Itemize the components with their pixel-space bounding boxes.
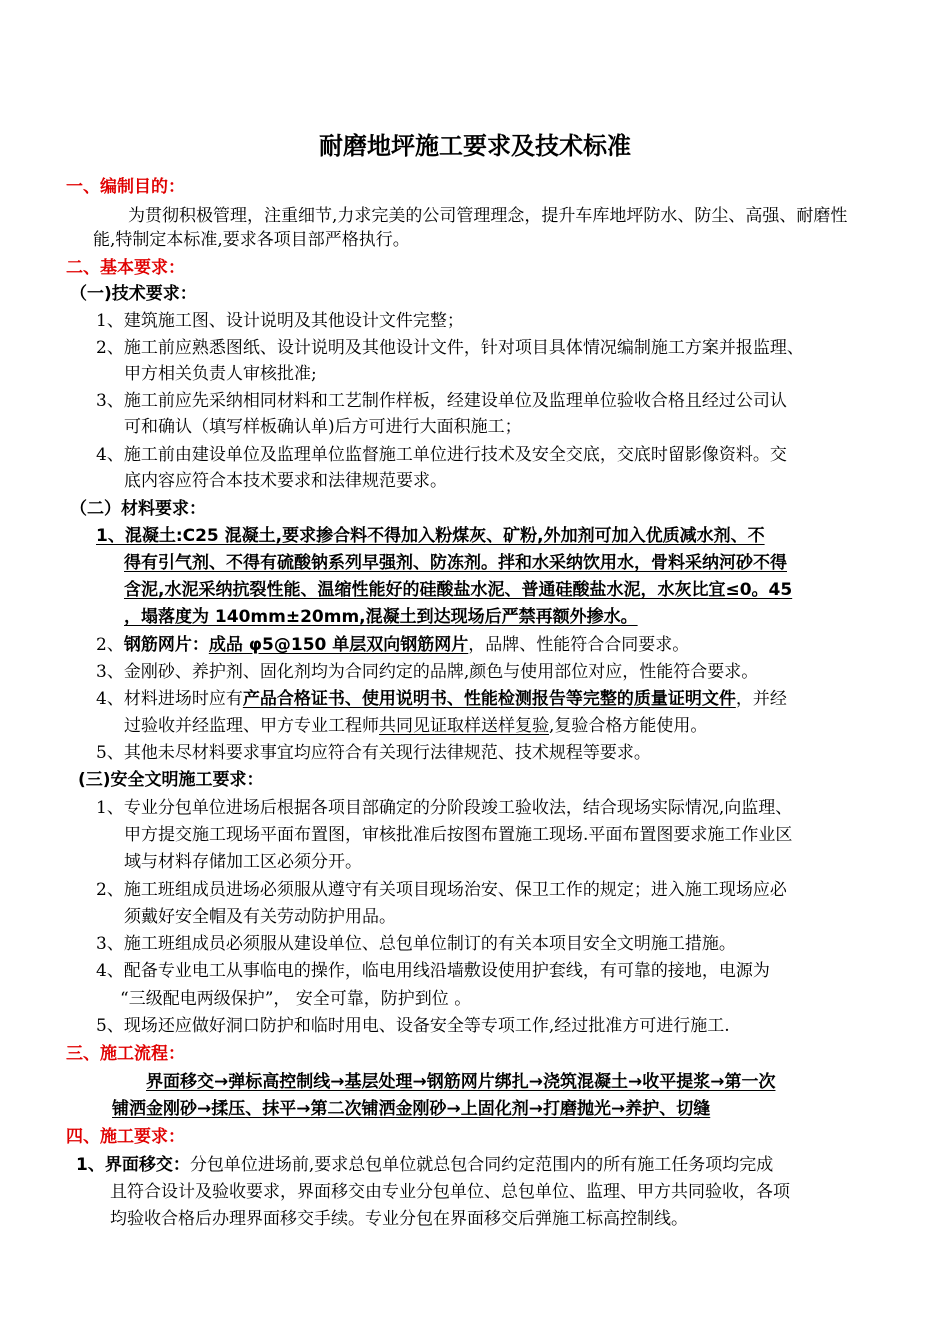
item-emphasis: 产品合格证书、使用说明书、性能检测报告等完整的质量证明文件 bbox=[242, 689, 736, 709]
process-flow-line: 界面移交→弹标高控制线→基层处理→钢筋网片绑扎→浇筑混凝土→收平提浆→第一次 bbox=[146, 1072, 776, 1092]
list-item-continuation: 域与材料存储加工区必须分开。 bbox=[124, 852, 362, 872]
item-text: ，品牌、性能符合合同要求。 bbox=[468, 635, 690, 655]
item-label: 钢筋网片： bbox=[123, 635, 209, 655]
list-item-continuation bbox=[124, 714, 707, 738]
list-item: 3、金刚砂、养护剂、固化剂均为合同约定的品牌,颜色与使用部位对应，性能符合要求。 bbox=[96, 662, 759, 682]
list-item: 3、施工班组成员必须服从建设单位、总包单位制订的有关本项目安全文明施工措施。 bbox=[96, 934, 736, 954]
list-item: 4、配备专业电工从事临电的操作，临电用线沿墙敷设使用护套线，有可靠的接地，电源为 bbox=[96, 961, 770, 981]
list-item-continuation: 均验收合格后办理界面移交手续。专业分包在界面移交后弹施工标高控制线。 bbox=[110, 1209, 688, 1229]
section-heading-purpose: 一、编制目的： bbox=[66, 177, 185, 197]
item-number: 2、 bbox=[96, 635, 124, 655]
subsection-heading-materials: （二）材料要求： bbox=[70, 499, 206, 519]
list-item-continuation: 且符合设计及验收要求，界面移交由专业分包单位、总包单位、监理、甲方共同验收，各项 bbox=[110, 1182, 790, 1202]
list-item: 2、施工前应熟悉图纸、设计说明及其他设计文件，针对项目具体情况编制施工方案并报监理、 bbox=[96, 338, 804, 358]
list-item-handover bbox=[76, 1153, 773, 1177]
item-text: 4、材料进场时应有 bbox=[96, 689, 243, 709]
list-item-continuation: 甲方提交施工现场平面布置图，审核批准后按图布置施工现场.平面布置图要求施工作业区 bbox=[124, 825, 793, 845]
item-text: 过验收并经监理、甲方专业工程师 bbox=[124, 716, 379, 736]
item-text: ,复验合格方能使用。 bbox=[549, 716, 708, 736]
subsection-heading-safety: (三)安全文明施工要求： bbox=[78, 770, 264, 790]
list-item-continuation: “三级配电两级保护”， 安全可靠，防护到位 。 bbox=[120, 989, 472, 1009]
list-item-continuation: ，塌落度为 140mm±20mm,混凝土到达现场后严禁再额外掺水。 bbox=[124, 607, 638, 627]
section-heading-process: 三、施工流程： bbox=[66, 1044, 185, 1064]
section-heading-construction: 四、施工要求： bbox=[66, 1127, 185, 1147]
list-item: 3、施工前应先采纳相同材料和工艺制作样板，经建设单位及监理单位验收合格且经过公司认 bbox=[96, 391, 787, 411]
list-item-continuation: 须戴好安全帽及有关劳动防护用品。 bbox=[124, 907, 396, 927]
subsection-heading-technical: （一)技术要求： bbox=[70, 284, 197, 304]
list-item: 2、施工班组成员进场必须服从遵守有关项目现场治安、保卫工作的规定；进入施工现场应必 bbox=[96, 880, 787, 900]
list-item: 4、施工前由建设单位及监理单位监督施工单位进行技术及安全交底，交底时留影像资料。交 bbox=[96, 445, 787, 465]
list-item-rebar bbox=[96, 633, 689, 657]
list-item-entry bbox=[96, 687, 787, 711]
item-number: 1、 bbox=[76, 1155, 105, 1175]
list-item-continuation: 得有引气剂、不得有硫酸钠系列早强剂、防冻剂。拌和水采纳饮用水，骨料采纳河砂不得 bbox=[124, 553, 787, 573]
item-spec: 成品 φ5@150 单层双向钢筋网片 bbox=[208, 635, 469, 655]
list-item-continuation: 底内容应符合本技术要求和法律规范要求。 bbox=[124, 471, 447, 491]
page-title: 耐磨地坪施工要求及技术标准 bbox=[319, 132, 631, 160]
list-item-continuation: 含泥,水泥采纳抗裂性能、温缩性能好的硅酸盐水泥、普通硅酸盐水泥，水灰比宜≤0。45 bbox=[124, 580, 793, 600]
list-item: 1、专业分包单位进场后根据各项目部确定的分阶段竣工验收法，结合现场实际情况,向监理、 bbox=[96, 798, 793, 818]
list-item-continuation: 可和确认（填写样板确认单)后方可进行大面积施工； bbox=[124, 417, 522, 437]
list-item: 1、建筑施工图、设计说明及其他设计文件完整； bbox=[96, 311, 464, 331]
list-item: 5、现场还应做好洞口防护和临时用电、设备安全等专项工作,经过批准方可进行施工. bbox=[96, 1016, 730, 1036]
list-item-concrete: 1、混凝土:C25 混凝土,要求掺合料不得加入粉煤灰、矿粉,外加剂可加入优质减水剂、不 bbox=[96, 526, 765, 546]
paragraph-line: 能,特制定本标准,要求各项目部严格执行。 bbox=[93, 230, 410, 250]
paragraph-line: 为贯彻积极管理，注重细节,力求完美的公司管理理念，提升车库地坪防水、防尘、高强、耐磨性 bbox=[128, 206, 848, 226]
section-heading-basic: 二、基本要求： bbox=[66, 258, 185, 278]
process-flow-line: 铺洒金刚砂→揉压、抹平→第二次铺洒金刚砂→上固化剂→打磨抛光→养护、切缝 bbox=[112, 1099, 711, 1119]
list-item-continuation: 甲方相关负责人审核批准; bbox=[124, 364, 317, 384]
item-emphasis: 共同见证取样送样复验 bbox=[379, 716, 549, 736]
item-text: 分包单位进场前,要求总包单位就总包合同约定范围内的所有施工任务项均完成 bbox=[189, 1155, 774, 1175]
list-item: 5、其他未尽材料要求事宜均应符合有关现行法律规范、技术规程等要求。 bbox=[96, 743, 651, 763]
item-text: ，并经 bbox=[735, 689, 787, 709]
item-label: 界面移交： bbox=[104, 1155, 190, 1175]
